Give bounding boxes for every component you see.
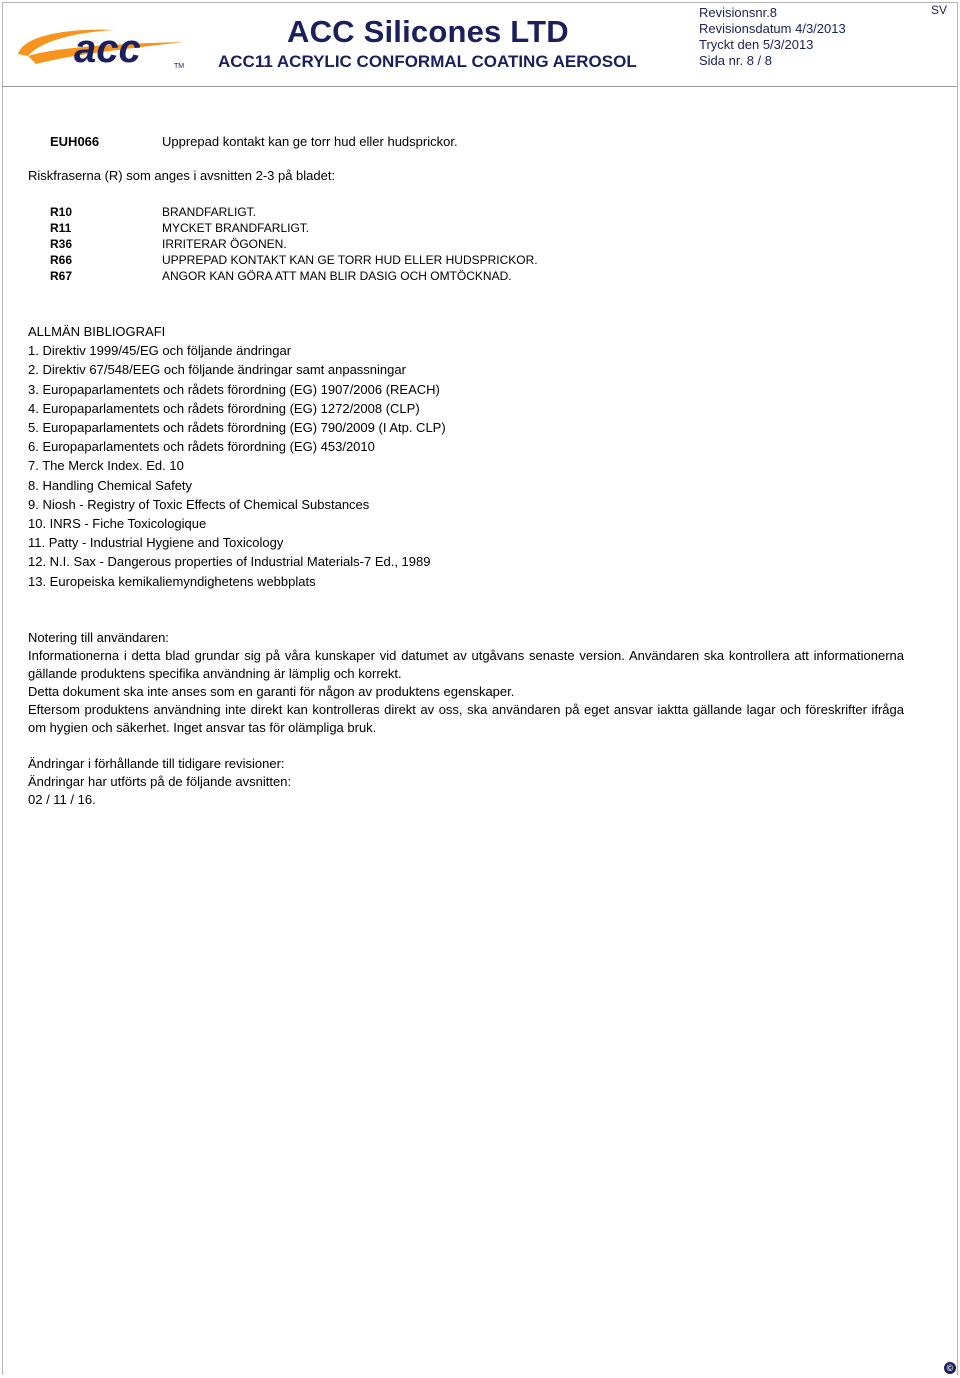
risk-phrase-text: IRRITERAR ÖGONEN. [162, 237, 287, 251]
risk-phrase-texts [162, 204, 538, 284]
bibliography-item: 9. Niosh - Registry of Toxic Effects of Chemical Substances [28, 496, 370, 512]
bibliography-item: 13. Europeiska kemikaliemyndighetens webbplats [28, 573, 316, 589]
euh-code: EUH066 [50, 134, 100, 149]
bibliography-item: 6. Europaparlamentets och rådets förordning (EG) 453/2010 [28, 439, 375, 455]
risk-phrase-code: R11 [50, 221, 72, 235]
bibliography-item: 4. Europaparlamentets och rådets förordning (EG) 1272/2008 (CLP) [28, 400, 420, 416]
logo-tm: TM [174, 63, 185, 70]
bibliography-item: 12. N.I. Sax - Dangerous properties of Industrial Materials-7 Ed., 1989 [28, 554, 431, 570]
language-code: SV [930, 3, 947, 17]
changes-sections: 02 / 11 / 16. [28, 792, 96, 807]
changes-title: Ändringar i förhållande till tidigare revisioner: [28, 756, 285, 771]
print-date: Tryckt den 5/3/2013 [699, 37, 814, 52]
user-notes [28, 629, 904, 809]
risk-phrases-intro: Riskfraserna (R) som anges i avsnitten 2-3 på bladet: [28, 168, 336, 183]
risk-phrase-codes [50, 204, 72, 284]
bibliography-item: 2. Direktiv 67/548/EEG och följande ändringar samt anpassningar [28, 362, 406, 378]
notes-paragraph: Detta dokument ska inte anses som en garanti för någon av produktens egenskaper. [28, 684, 515, 699]
logo-wordmark: acc [74, 27, 141, 70]
risk-phrase-code: R36 [50, 237, 73, 251]
revision-info [699, 5, 846, 69]
risk-phrase-code: R67 [50, 269, 73, 283]
bibliography-item: 10. INRS - Fiche Toxicologique [28, 516, 207, 532]
risk-phrase-code: R10 [50, 205, 73, 219]
copyright-icon: © [944, 1362, 956, 1374]
bibliography-item: 5. Europaparlamentets och rådets förordning (EG) 790/2009 (I Atp. CLP) [28, 420, 446, 436]
euh-text: Upprepad kontakt kan ge torr hud eller hudsprickor. [162, 134, 458, 149]
spacer [28, 737, 904, 755]
company-name: ACC Silicones LTD [287, 14, 569, 49]
risk-phrase-text: UPPREPAD KONTAKT KAN GE TORR HUD ELLER HUDSPRICKOR. [162, 253, 538, 267]
risk-phrase-text: BRANDFARLIGT. [162, 205, 257, 219]
bibliography [28, 322, 446, 591]
bibliography-item: 3. Europaparlamentets och rådets förordning (EG) 1907/2006 (REACH) [28, 381, 440, 397]
changes-line: Ändringar har utförts på de följande avsnitten: [28, 774, 292, 789]
document-header [2, 2, 957, 87]
bibliography-item: 1. Direktiv 1999/45/EG och följande ändringar [28, 343, 292, 359]
bibliography-title: ALLMÄN BIBLIOGRAFI [28, 324, 166, 339]
page-number: Sida nr. 8 / 8 [699, 53, 772, 68]
notes-paragraph: Informationerna i detta blad grundar sig på våra kunskaper vid datumet av utgåvans senaste version. Användaren ska kontrollera att informationerna gällande produktens specifika användning är lämplig och korrekt. [28, 648, 904, 681]
risk-phrase-text: ANGOR KAN GÖRA ATT MAN BLIR DASIG OCH OMTÖCKNAD. [162, 269, 512, 283]
risk-phrase-text: MYCKET BRANDFARLIGT. [162, 221, 310, 235]
revision-number: Revisionsnr.8 [699, 5, 778, 20]
bibliography-item: 7. The Merck Index. Ed. 10 [28, 458, 184, 474]
risk-phrase-code: R66 [50, 253, 73, 267]
bibliography-item: 8. Handling Chemical Safety [28, 477, 193, 493]
revision-date: Revisionsdatum 4/3/2013 [699, 21, 846, 36]
product-name: ACC11 ACRYLIC CONFORMAL COATING AEROSOL [218, 52, 637, 71]
notes-paragraph: Eftersom produktens användning inte direkt kan kontrolleras direkt av oss, ska användaren på eget ansvar iakttа gällande lagar och föreskrifter ifråga om hygien och säkerhet. Inget ansvar tas för olämpliga bruk. [28, 702, 904, 735]
bibliography-item: 11. Patty - Industrial Hygiene and Toxicology [28, 535, 284, 551]
acc-logo [14, 24, 194, 70]
notes-title: Notering till användaren: [28, 630, 169, 645]
